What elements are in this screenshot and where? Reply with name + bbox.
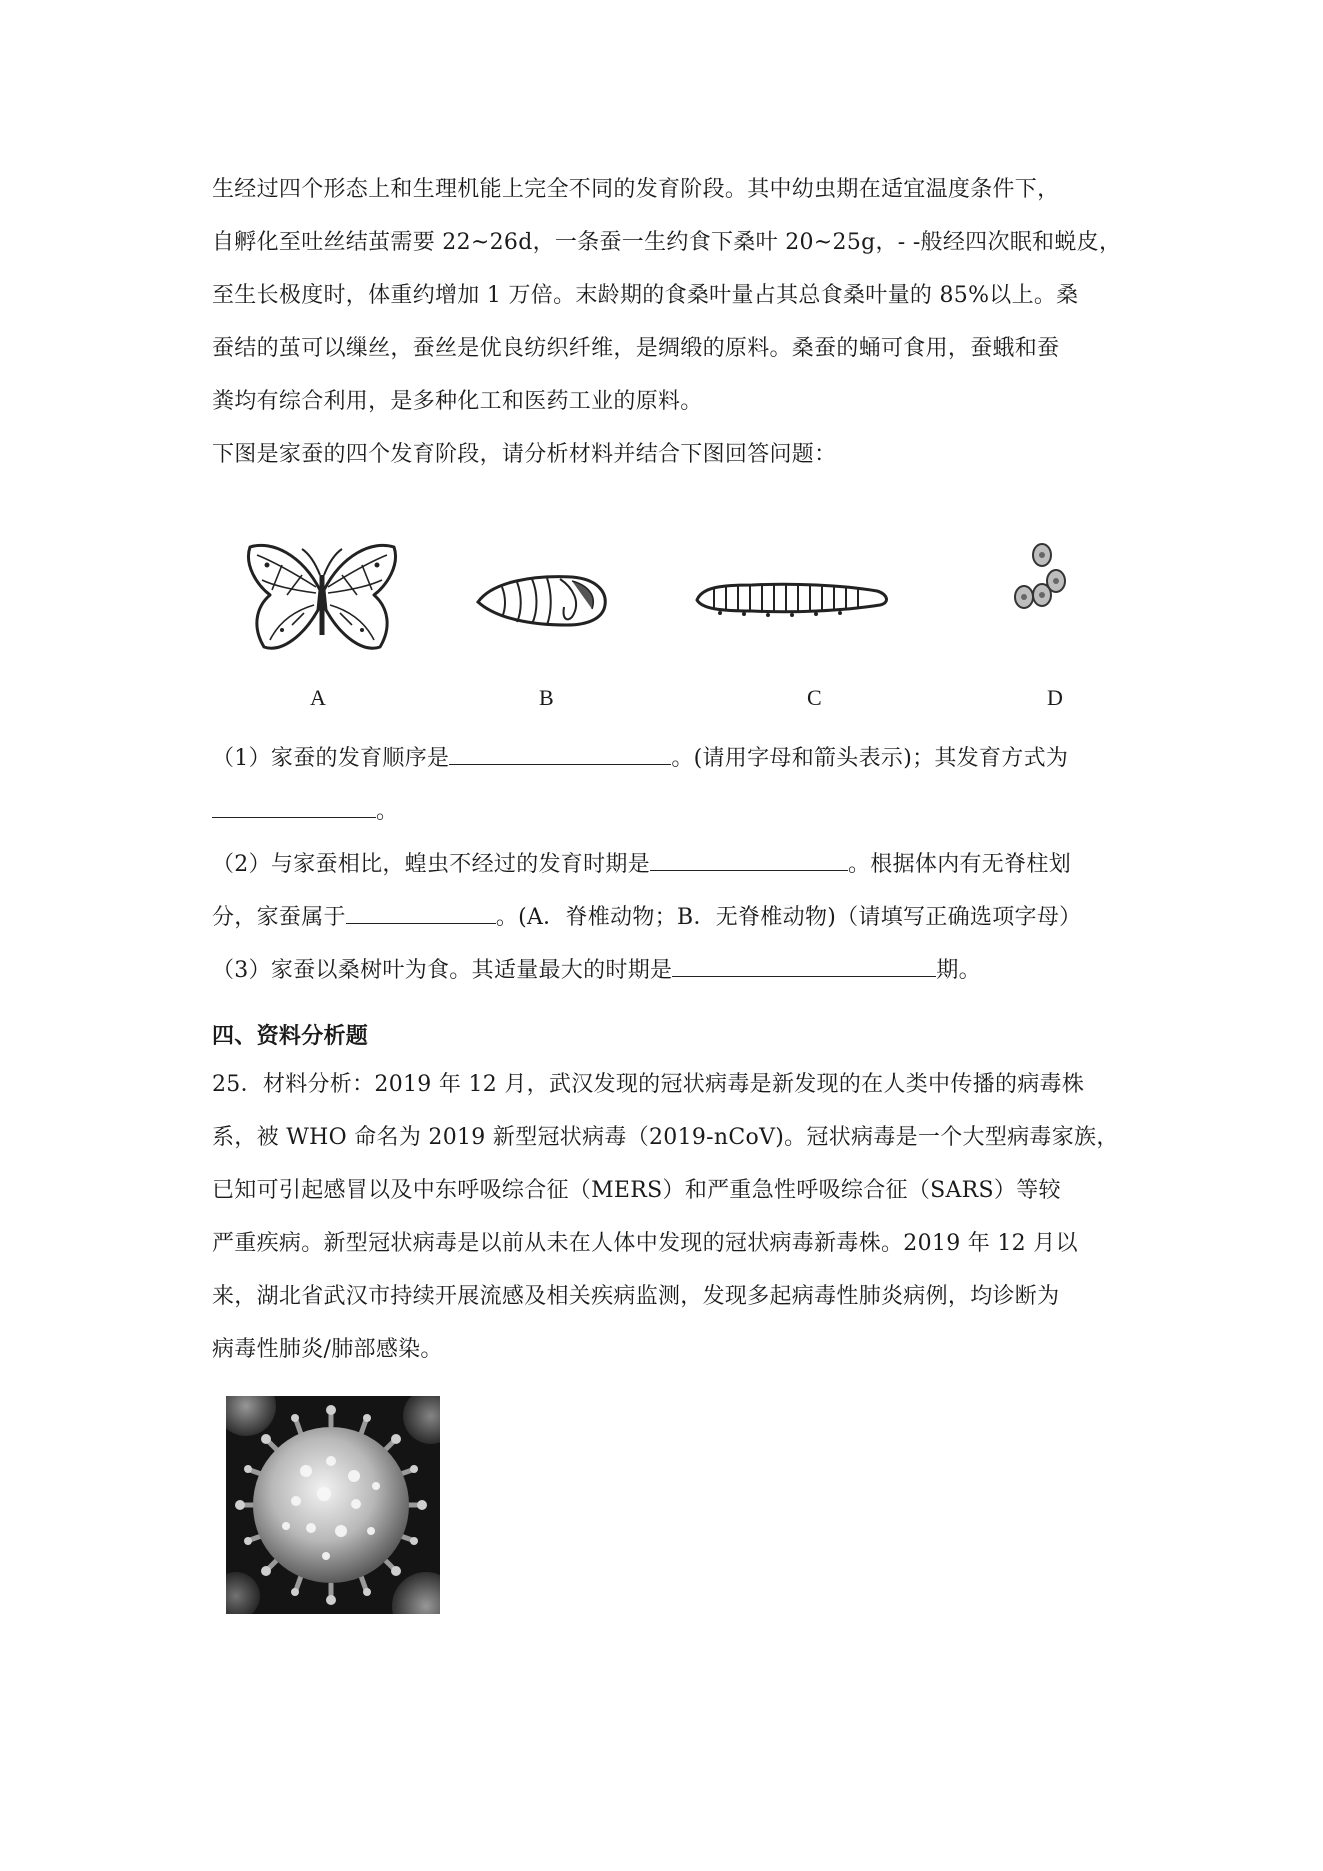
question-text: （1）家蚕的发育顺序是 (212, 746, 450, 771)
answer-blank[interactable] (449, 742, 671, 765)
answer-blank[interactable] (346, 901, 496, 924)
stage-label-a: A (310, 685, 326, 710)
question-2-cont (212, 891, 1132, 944)
stage-label-c: C (807, 685, 822, 710)
coronavirus-image (226, 1396, 440, 1614)
question-text: 。(请用字母和箭头表示)；其发育方式为 (671, 746, 1069, 771)
paragraph-line: 严重疾病。新型冠状病毒是以前从未在人体中发现的冠状病毒新毒株。2019 年 12 月以 (212, 1231, 1078, 1256)
section-heading: 四、资料分析题 (212, 1023, 369, 1049)
paragraph-line: 生经过四个形态上和生理机能上完全不同的发育阶段。其中幼虫期在适宜温度条件下， (212, 177, 1060, 202)
question-3 (212, 944, 1132, 997)
eggs-icon (1012, 537, 1072, 617)
paragraph-line: 来，湖北省武汉市持续开展流感及相关疾病监测，发现多起病毒性肺炎病例，均诊断为 (212, 1284, 1060, 1309)
paragraph-line: 粪均有综合利用，是多种化工和医药工业的原料。 (212, 389, 703, 414)
stage-label-b: B (539, 685, 554, 710)
question-text: 。 (376, 799, 399, 824)
question-1-cont (212, 785, 1132, 838)
paragraph-line: 25．材料分析：2019 年 12 月，武汉发现的冠状病毒是新发现的在人类中传播的病毒株 (212, 1072, 1085, 1097)
butterfly-icon (242, 535, 402, 660)
question-1 (212, 732, 1132, 785)
stage-label-d: D (1047, 685, 1063, 710)
question-text: 分，家蚕属于 (212, 905, 346, 930)
paragraph-line: 下图是家蚕的四个发育阶段，请分析材料并结合下图回答问题： (212, 442, 837, 467)
question-2 (212, 838, 1132, 891)
question-text: （2）与家蚕相比，蝗虫不经过的发育时期是 (212, 852, 650, 877)
paragraph-line: 自孵化至吐丝结茧需要 22~26d，一条蚕一生约食下桑叶 20~25g，- -般经四次眠和蜕皮， (212, 230, 1122, 255)
question-text: 。(A．脊椎动物；B．无脊椎动物)（请填写正确选项字母） (495, 905, 1082, 930)
pupa-icon (472, 567, 612, 632)
answer-blank[interactable] (672, 954, 936, 977)
paragraph-line: 病毒性肺炎/肺部感染。 (212, 1337, 443, 1362)
answer-blank[interactable] (650, 848, 848, 871)
silkworm-stages-figure (212, 525, 1132, 725)
paragraph-line: 至生长极度时，体重约增加 1 万倍。末龄期的食桑叶量占其总食桑叶量的 85%以上。桑 (212, 283, 1079, 308)
larva-icon (692, 575, 892, 620)
paragraph-line: 系，被 WHO 命名为 2019 新型冠状病毒（2019-nCoV)。冠状病毒是一个大型病毒家族， (212, 1125, 1119, 1150)
question-text: 。根据体内有无脊柱划 (848, 852, 1072, 877)
question-text: 期。 (936, 958, 981, 983)
answer-blank[interactable] (212, 795, 376, 818)
paragraph-line: 蚕结的茧可以缫丝，蚕丝是优良纺织纤维，是绸缎的原料。桑蚕的蛹可食用，蚕蛾和蚕 (212, 336, 1060, 361)
question-text: （3）家蚕以桑树叶为食。其适量最大的时期是 (212, 958, 673, 983)
paragraph-line: 已知可引起感冒以及中东呼吸综合征（MERS）和严重急性呼吸综合征（SARS）等较 (212, 1178, 1061, 1203)
